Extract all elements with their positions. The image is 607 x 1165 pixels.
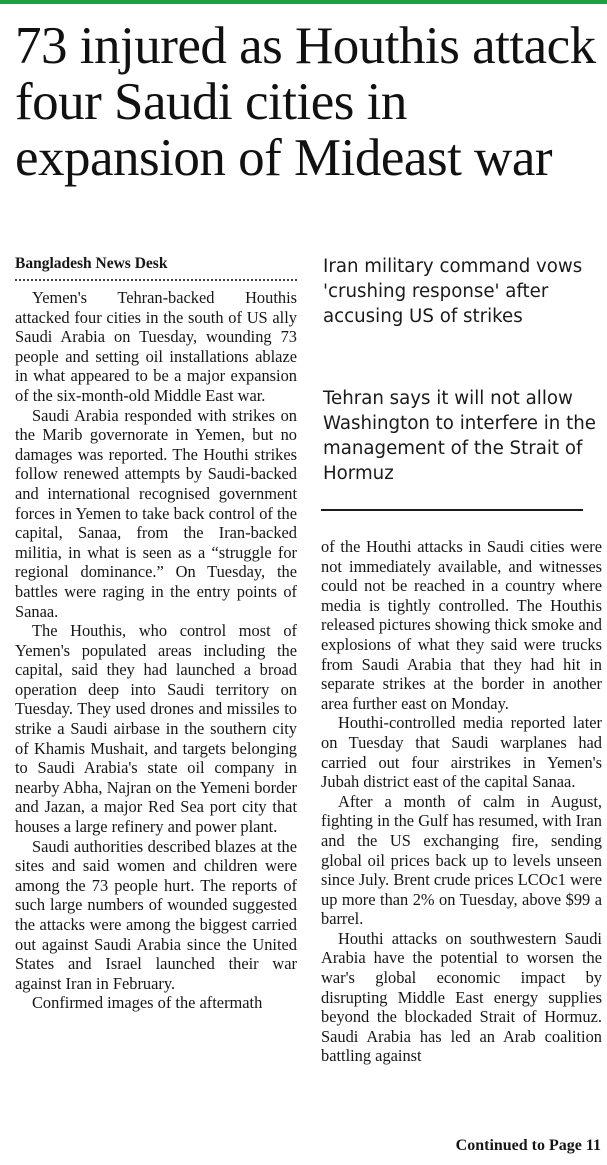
article-paragraph: Saudi Arabia responded with strikes on the Marib governorate in Yemen, but no damages was reported. The Houthi strikes follow renewed attempts by Saudi-backed and international recognised government forces in Yemen to take back control of the capital, Sanaa, from the Iran-backed militia, in what is seen as a “struggle for regional dominance.” On Tuesday, the battles were raging in the entry points of Sanaa. bbox=[15, 405, 297, 621]
byline: Bangladesh News Desk bbox=[15, 255, 297, 281]
article-paragraph: Houthi attacks on southwestern Saudi Arabia have the potential to worsen the war's global economic impact by disrupting Middle East energy supplies beyond the blockaded Strait of Hormuz. Saudi Arabia has led an Arab coalition battling against bbox=[321, 928, 602, 1066]
headline: 73 injured as Houthis attack four Saudi cities in expansion of Mideast war bbox=[15, 17, 596, 187]
highlight-quote: Iran military command vows 'crushing response' after accusing US of strikes bbox=[323, 256, 583, 327]
continued-link[interactable]: Continued to Page 11 bbox=[455, 1137, 601, 1154]
top-accent-bar bbox=[0, 0, 607, 4]
article-paragraph: The Houthis, who control most of Yemen's populated areas including the capital, said they had launched a broad operation deep into Saudi territory on Tuesday. They used drones and missiles to strike a Saudi airbase in the southern city of Khamis Mushait, and targets belonging to Saudi Arabia's state oil company in nearby Abha, Najran on the Yemeni border and Jazan, a major Red Sea port city that houses a large refinery and power plant. bbox=[15, 621, 297, 837]
article-paragraph: After a month of calm in August, fighting in the Gulf has resumed, with Iran and the US exchanging fire, sending global oil prices back up to levels unseen since July. Brent crude prices LCOc1 were up more than 2% on Tuesday, above $99 a barrel. bbox=[321, 791, 602, 929]
article-paragraph: Saudi authorities described blazes at the sites and said women and children were among the 73 people hurt. The reports of such large numbers of wounded suggested the attacks were among the biggest carried out against Saudi Arabia since the United States and Israel launched their war against Iran in February. bbox=[15, 836, 297, 993]
divider-rule bbox=[321, 509, 583, 511]
article-paragraph: Houthi-controlled media reported later on Tuesday that Saudi warplanes had carried out four airstrikes in Yemen's Jubah district east of the capital Sanaa. bbox=[321, 713, 602, 792]
highlight-quote: Tehran says it will not allow Washington to interfere in the management of the Strait of Hormuz bbox=[323, 388, 596, 484]
article-paragraph: Yemen's Tehran-backed Houthis attacked four cities in the south of US ally Saudi Arabia on Tuesday, wounding 73 people and setting oil installations ablaze in what appeared to be a major expansion of the six-month-old Middle East war. bbox=[15, 288, 297, 405]
article-paragraph: of the Houthi attacks in Saudi cities were not immediately available, and witnesses could not be reached in a country where media is tightly controlled. The Houthis released pictures showing thick smoke and explosions of what they said were trucks from Saudi Arabia that they had hit in separate strikes at the border in another area further east on Monday. bbox=[321, 537, 602, 713]
article-column-left bbox=[15, 288, 297, 1013]
article-column-right bbox=[321, 537, 602, 1066]
article-paragraph: Confirmed images of the aftermath bbox=[32, 993, 263, 1013]
